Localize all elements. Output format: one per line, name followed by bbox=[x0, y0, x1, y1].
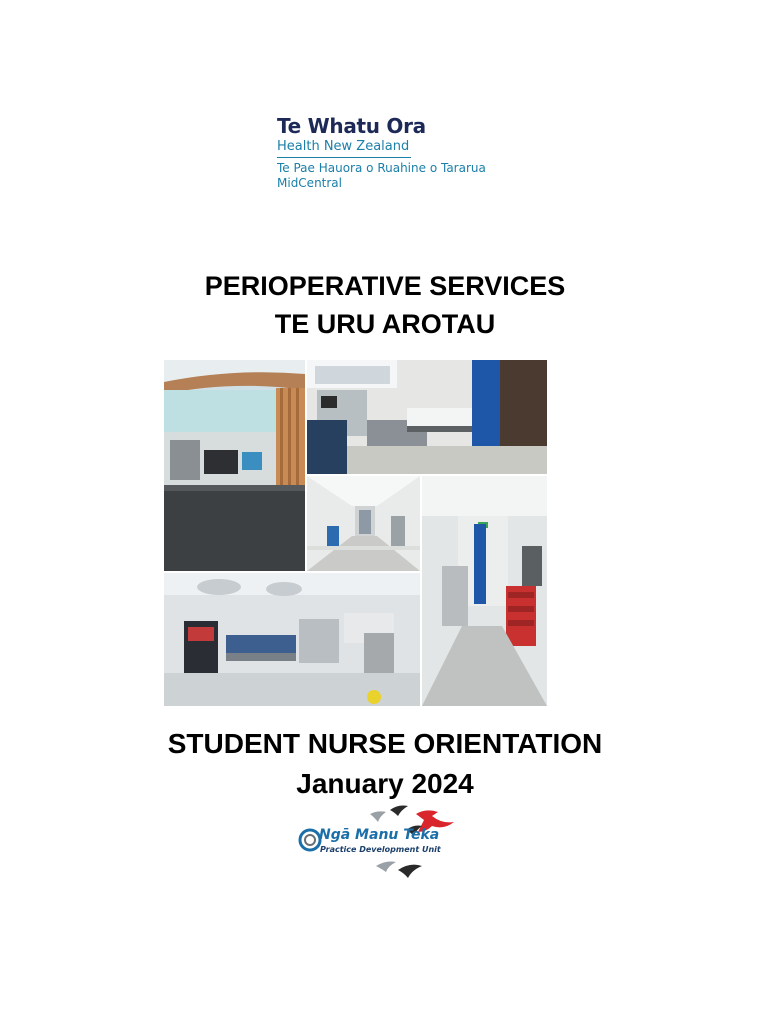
photo-patient-bay bbox=[307, 360, 547, 474]
logo-subtitle: Health New Zealand bbox=[277, 139, 410, 154]
photo-reception-area bbox=[164, 360, 305, 571]
logo-region-name: Te Pae Hauora o Ruahine o Tararua bbox=[277, 161, 486, 175]
title-te-uru-arotau: TE URU AROTAU bbox=[274, 309, 496, 339]
nga-manu-teka-logo bbox=[298, 802, 460, 882]
unit-subtitle: Practice Development Unit bbox=[320, 845, 441, 854]
photo-collage bbox=[164, 360, 547, 706]
te-whatu-ora-logo bbox=[277, 114, 497, 191]
title-perioperative-services: PERIOPERATIVE SERVICES bbox=[204, 271, 566, 301]
logo-district-name: MidCentral bbox=[277, 176, 342, 190]
photo-corridor bbox=[307, 476, 420, 571]
logo-title: Te Whatu Ora bbox=[277, 114, 426, 138]
title-date: January 2024 bbox=[296, 768, 474, 799]
title-student-nurse-orientation: STUDENT NURSE ORIENTATION bbox=[167, 728, 603, 759]
photo-ward-trolley bbox=[422, 476, 547, 706]
logo-divider bbox=[277, 157, 411, 158]
photo-operating-theatre bbox=[164, 573, 420, 706]
unit-name: Ngā Manu Teka bbox=[319, 827, 440, 843]
